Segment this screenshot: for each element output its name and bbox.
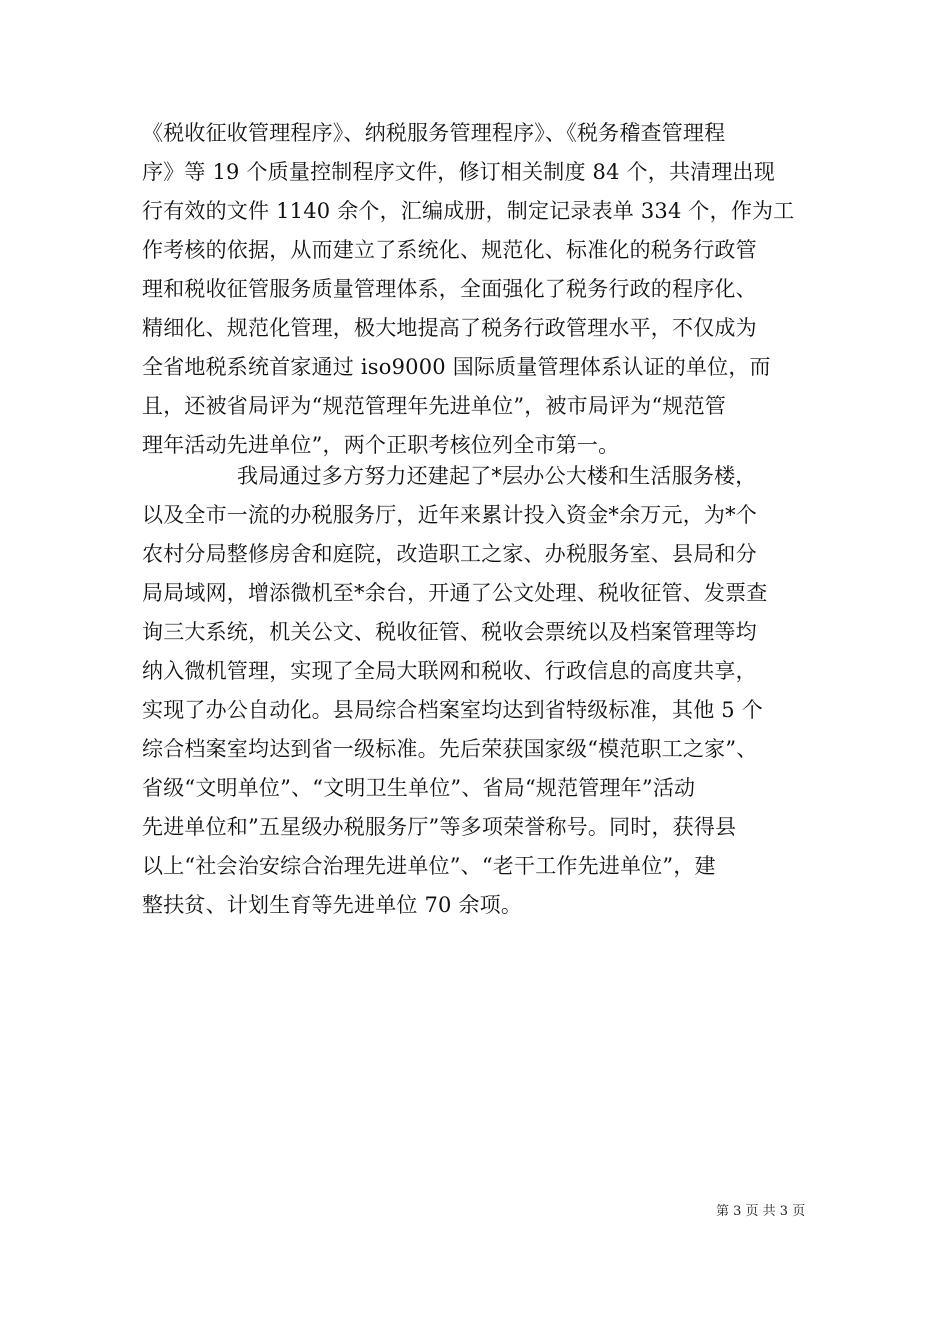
paragraph-2 [142,457,812,925]
text-line: 先进单位和”五星级办税服务厅”等多项荣誉称号。同时，获得县 [142,815,737,839]
text-line: 以上“社会治安综合治理先进单位”、“老干工作先进单位”，建 [142,854,716,878]
text-line: 《税收征收管理程序》、纳税服务管理程序》、《税务稽查管理程 [142,121,726,145]
text-line: 序》等 19 个质量控制程序文件，修订相关制度 84 个，共清理出现 [142,160,775,184]
text-line: 作考核的依据，从而建立了系统化、规范化、标准化的税务行政管 [142,238,757,262]
page-number-footer: 第 3 页 共 3 页 [716,1204,806,1219]
text-line: 纳入微机管理，实现了全局大联网和税收、行政信息的高度共享， [142,659,757,683]
text-line: 行有效的文件 1140 余个，汇编成册，制定记录表单 334 个，作为工 [142,199,795,223]
text-line: 省级“文明单位”、“文明卫生单位”、省局“规范管理年”活动 [142,776,696,800]
text-line: 理和税收征管服务质量管理体系，全面强化了税务行政的程序化、 [142,277,757,301]
text-line: 精细化、规范化管理，极大地提高了税务行政管理水平，不仅成为 [142,316,757,340]
text-line: 全省地税系统首家通过 iso9000 国际质量管理体系认证的单位，而 [142,355,771,379]
text-line: 农村分局整修房舍和庭院，改造职工之家、办税服务室、县局和分 [142,542,757,566]
text-line: 理年活动先进单位”，两个正职考核位列全市第一。 [142,433,620,457]
text-line-indented: 我局通过多方努力还建起了*层办公大楼和生活服务楼， [237,464,757,488]
text-line: 综合档案室均达到省一级标准。先后荣获国家级“模范职工之家”、 [142,737,758,761]
text-line: 询三大系统，机关公文、税收征管、税收会票统以及档案管理等均 [142,620,757,644]
paragraph-1 [142,114,812,465]
text-line: 局局域网，增添微机至*余台，开通了公文处理、税收征管、发票查 [142,581,768,605]
text-line: 实现了办公自动化。县局综合档案室均达到省特级标准，其他 5 个 [142,698,763,722]
text-line: 以及全市一流的办税服务厅，近年来累计投入资金*余万元，为*个 [142,503,757,527]
text-line: 且，还被省局评为“规范管理年先进单位”，被市局评为“规范管 [142,394,727,418]
text-line: 整扶贫、计划生育等先进单位 70 余项。 [142,893,523,917]
